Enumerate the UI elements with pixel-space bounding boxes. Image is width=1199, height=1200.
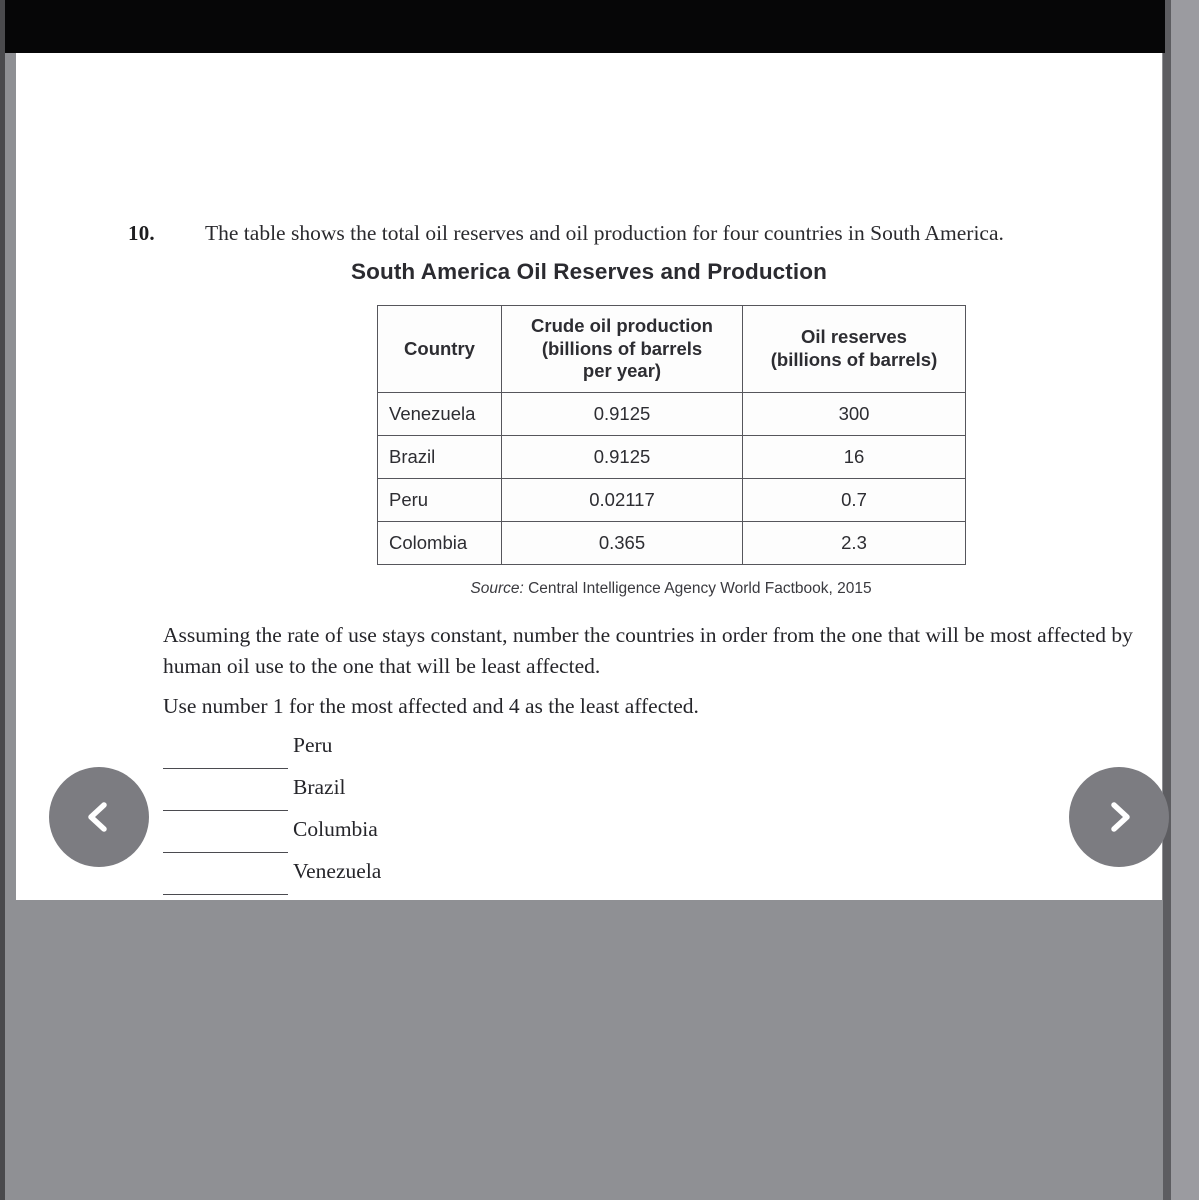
- production-header-line-3: per year): [582, 360, 662, 382]
- top-black-bar: [5, 0, 1165, 53]
- answer-blank-input[interactable]: [163, 894, 288, 895]
- question-stem-text: The table shows the total oil reserves and oil production for four countries in South America.: [205, 221, 1004, 245]
- answer-row: [163, 817, 663, 859]
- table-row: [378, 521, 966, 564]
- instruction-paragraph: Assuming the rate of use stays constant, number the countries in order from the one that will be most affected by human oil use to the one that will be least affected.: [163, 623, 1133, 678]
- question-number: 10.: [128, 221, 155, 245]
- cell-country: Brazil: [378, 435, 502, 478]
- cell-reserves: 0.7: [743, 478, 966, 521]
- source-label: Source:: [470, 580, 524, 597]
- table-title: South America Oil Reserves and Production: [351, 259, 827, 284]
- chevron-left-icon: [77, 795, 121, 839]
- table-row: [378, 435, 966, 478]
- previous-page-button[interactable]: [49, 767, 149, 867]
- left-edge-strip: [0, 0, 5, 1200]
- chevron-right-icon: [1097, 795, 1141, 839]
- reserves-header-line-2: (billions of barrels): [770, 348, 938, 370]
- column-header-production: [502, 306, 743, 393]
- column-header-country: Country: [378, 306, 502, 393]
- cell-production: 0.02117: [502, 478, 743, 521]
- answer-label: Columbia: [293, 817, 378, 841]
- answer-blank-input[interactable]: [163, 810, 288, 811]
- answer-row: [163, 733, 663, 775]
- scanned-worksheet-page: [16, 53, 1162, 900]
- source-text: Central Intelligence Agency World Factbook, 2015: [523, 580, 872, 597]
- table-source-note: [377, 580, 965, 598]
- cell-country: Peru: [378, 478, 502, 521]
- numbering-instruction-paragraph: Use number 1 for the most affected and 4 as the least affected.: [163, 694, 699, 718]
- cell-country: Venezuela: [378, 392, 502, 435]
- answer-row: [163, 775, 663, 817]
- cell-reserves: 300: [743, 392, 966, 435]
- answer-blank-input[interactable]: [163, 768, 288, 769]
- next-page-button[interactable]: [1069, 767, 1169, 867]
- cell-production: 0.365: [502, 521, 743, 564]
- oil-data-table: [377, 305, 966, 565]
- production-header-line-1: Crude oil production: [531, 315, 713, 336]
- answer-label: Brazil: [293, 775, 346, 799]
- column-header-reserves: [743, 306, 966, 393]
- answer-label: Peru: [293, 733, 333, 757]
- cell-country: Colombia: [378, 521, 502, 564]
- right-outer-strip: [1171, 0, 1199, 1200]
- cell-production: 0.9125: [502, 392, 743, 435]
- answer-label: Venezuela: [293, 859, 382, 883]
- table-row: [378, 392, 966, 435]
- production-header-line-2: (billions of barrels: [541, 337, 703, 359]
- cell-reserves: 2.3: [743, 521, 966, 564]
- answer-blank-list: [163, 733, 663, 900]
- answer-row: [163, 859, 663, 900]
- table-header-row: [378, 306, 966, 393]
- right-edge-strip: [1163, 0, 1171, 1200]
- reserves-header-line-1: Oil reserves: [801, 326, 907, 348]
- cell-reserves: 16: [743, 435, 966, 478]
- cell-production: 0.9125: [502, 435, 743, 478]
- answer-blank-input[interactable]: [163, 852, 288, 853]
- table-row: [378, 478, 966, 521]
